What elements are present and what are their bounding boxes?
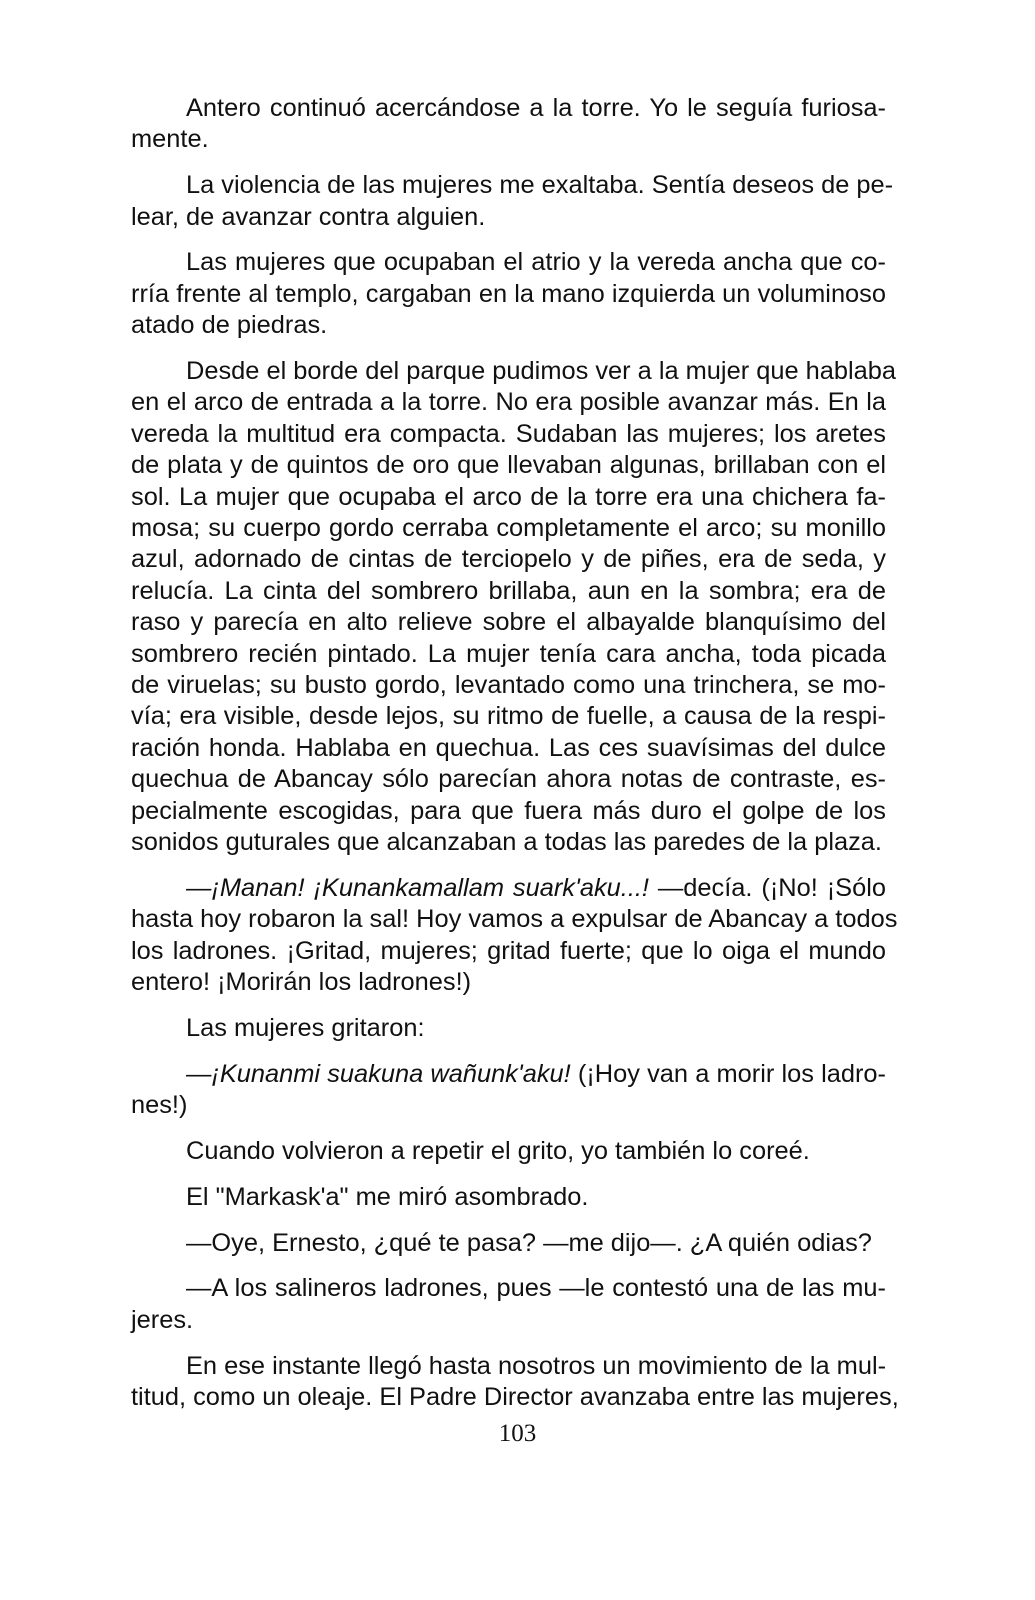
text-line: rría frente al templo, cargaban en la mano izquierda un voluminoso	[131, 279, 886, 308]
text-line: titud, como un oleaje. El Padre Director avanzaba entre las mujeres,	[131, 1382, 899, 1411]
text-line: en el arco de entrada a la torre. No era posible avanzar más. En la	[131, 388, 886, 417]
text-line: vía; era visible, desde lejos, su ritmo de fuelle, a causa de la respi-	[131, 702, 886, 731]
paragraph	[131, 1351, 899, 1414]
paragraph-dialogue	[131, 1228, 886, 1259]
text-line: azul, adornado de cintas de terciopelo y de piñes, era de seda, y	[131, 545, 886, 574]
text-fragment: —decía. (¡No! ¡Sólo	[648, 873, 886, 902]
text-line: relucía. La cinta del sombrero brillaba, aun en la sombra; era de	[131, 576, 886, 605]
text-line: Antero continuó acercándose a la torre. Yo le seguía furiosa-	[186, 94, 886, 122]
text-line: En ese instante llegó hasta nosotros un movimiento de la mul-	[186, 1351, 887, 1380]
text-line: mente.	[131, 125, 209, 154]
text-line: La violencia de las mujeres me exaltaba. Sentía deseos de pe-	[186, 171, 894, 200]
text-line: sombrero recién pintado. La mujer tenía cara ancha, toda picada	[131, 639, 886, 668]
text-line: El "Markask'a" me miró asombrado.	[186, 1182, 589, 1211]
paragraph	[131, 247, 886, 341]
text-line: raso y parecía en alto relieve sobre el albayalde blanquísimo del	[131, 608, 886, 637]
paragraph	[131, 1182, 886, 1213]
page-number: 103	[498, 1420, 537, 1447]
paragraph	[131, 170, 894, 233]
text-line: hasta hoy robaron la sal! Hoy vamos a expulsar de Abancay a todos	[131, 905, 898, 934]
text-line	[131, 873, 886, 904]
text-line	[131, 1059, 886, 1090]
text-line: de plata y de quintos de oro que llevaban algunas, brillaban con el	[131, 451, 886, 480]
text-line: atado de piedras.	[131, 311, 328, 340]
text-line: sol. La mujer que ocupaba el arco de la torre era una chichera fa-	[131, 482, 886, 511]
text-line: quechua de Abancay sólo parecían ahora notas de contraste, es-	[131, 765, 886, 794]
text-fragment: (¡Hoy van a morir los ladro-	[570, 1059, 886, 1088]
text-line: ración honda. Hablaba en quechua. Las ces suavísimas del dulce	[131, 733, 886, 762]
paragraph	[131, 1013, 886, 1044]
text-line: los ladrones. ¡Gritad, mujeres; gritad fuerte; que lo oiga el mundo	[131, 936, 886, 965]
text-line: de viruelas; su busto gordo, levantado como una trinchera, se mo-	[131, 671, 886, 700]
text-line: nes!)	[131, 1091, 188, 1120]
text-line: vereda la multitud era compacta. Sudaban las mujeres; los aretes	[131, 419, 886, 448]
text-line: pecialmente escogidas, para que fuera más duro el golpe de los	[131, 796, 886, 825]
text-line: —Oye, Ernesto, ¿qué te pasa? —me dijo—. ¿A quién odias?	[186, 1228, 872, 1257]
quechua-phrase: —¡Manan! ¡Kunankamallam suark'aku...!	[186, 873, 649, 902]
paragraph	[131, 1136, 886, 1167]
text-line: Desde el borde del parque pudimos ver a la mujer que hablaba	[186, 357, 896, 386]
text-line: Cuando volvieron a repetir el grito, yo también lo coreé.	[186, 1136, 810, 1165]
paragraph-dialogue	[131, 1059, 886, 1122]
text-line: Las mujeres gritaron:	[186, 1013, 425, 1042]
paragraph	[131, 93, 886, 156]
text-line: entero! ¡Morirán los ladrones!)	[131, 968, 472, 997]
text-line: Las mujeres que ocupaban el atrio y la vereda ancha que co-	[186, 248, 886, 277]
text-line: jeres.	[131, 1305, 194, 1334]
text-line: —A los salineros ladrones, pues —le contestó una de las mu-	[186, 1274, 886, 1303]
quechua-phrase: —¡Kunanmi suakuna wañunk'aku!	[186, 1059, 571, 1088]
text-line: lear, de avanzar contra alguien.	[131, 202, 486, 231]
text-line: sonidos guturales que alcanzaban a todas las paredes de la plaza.	[131, 828, 882, 857]
page-body	[131, 93, 899, 1428]
paragraph-dialogue	[131, 1273, 886, 1336]
paragraph	[131, 356, 896, 859]
paragraph-dialogue	[131, 873, 898, 999]
text-line: mosa; su cuerpo gordo cerraba completamente el arco; su monillo	[131, 514, 886, 543]
